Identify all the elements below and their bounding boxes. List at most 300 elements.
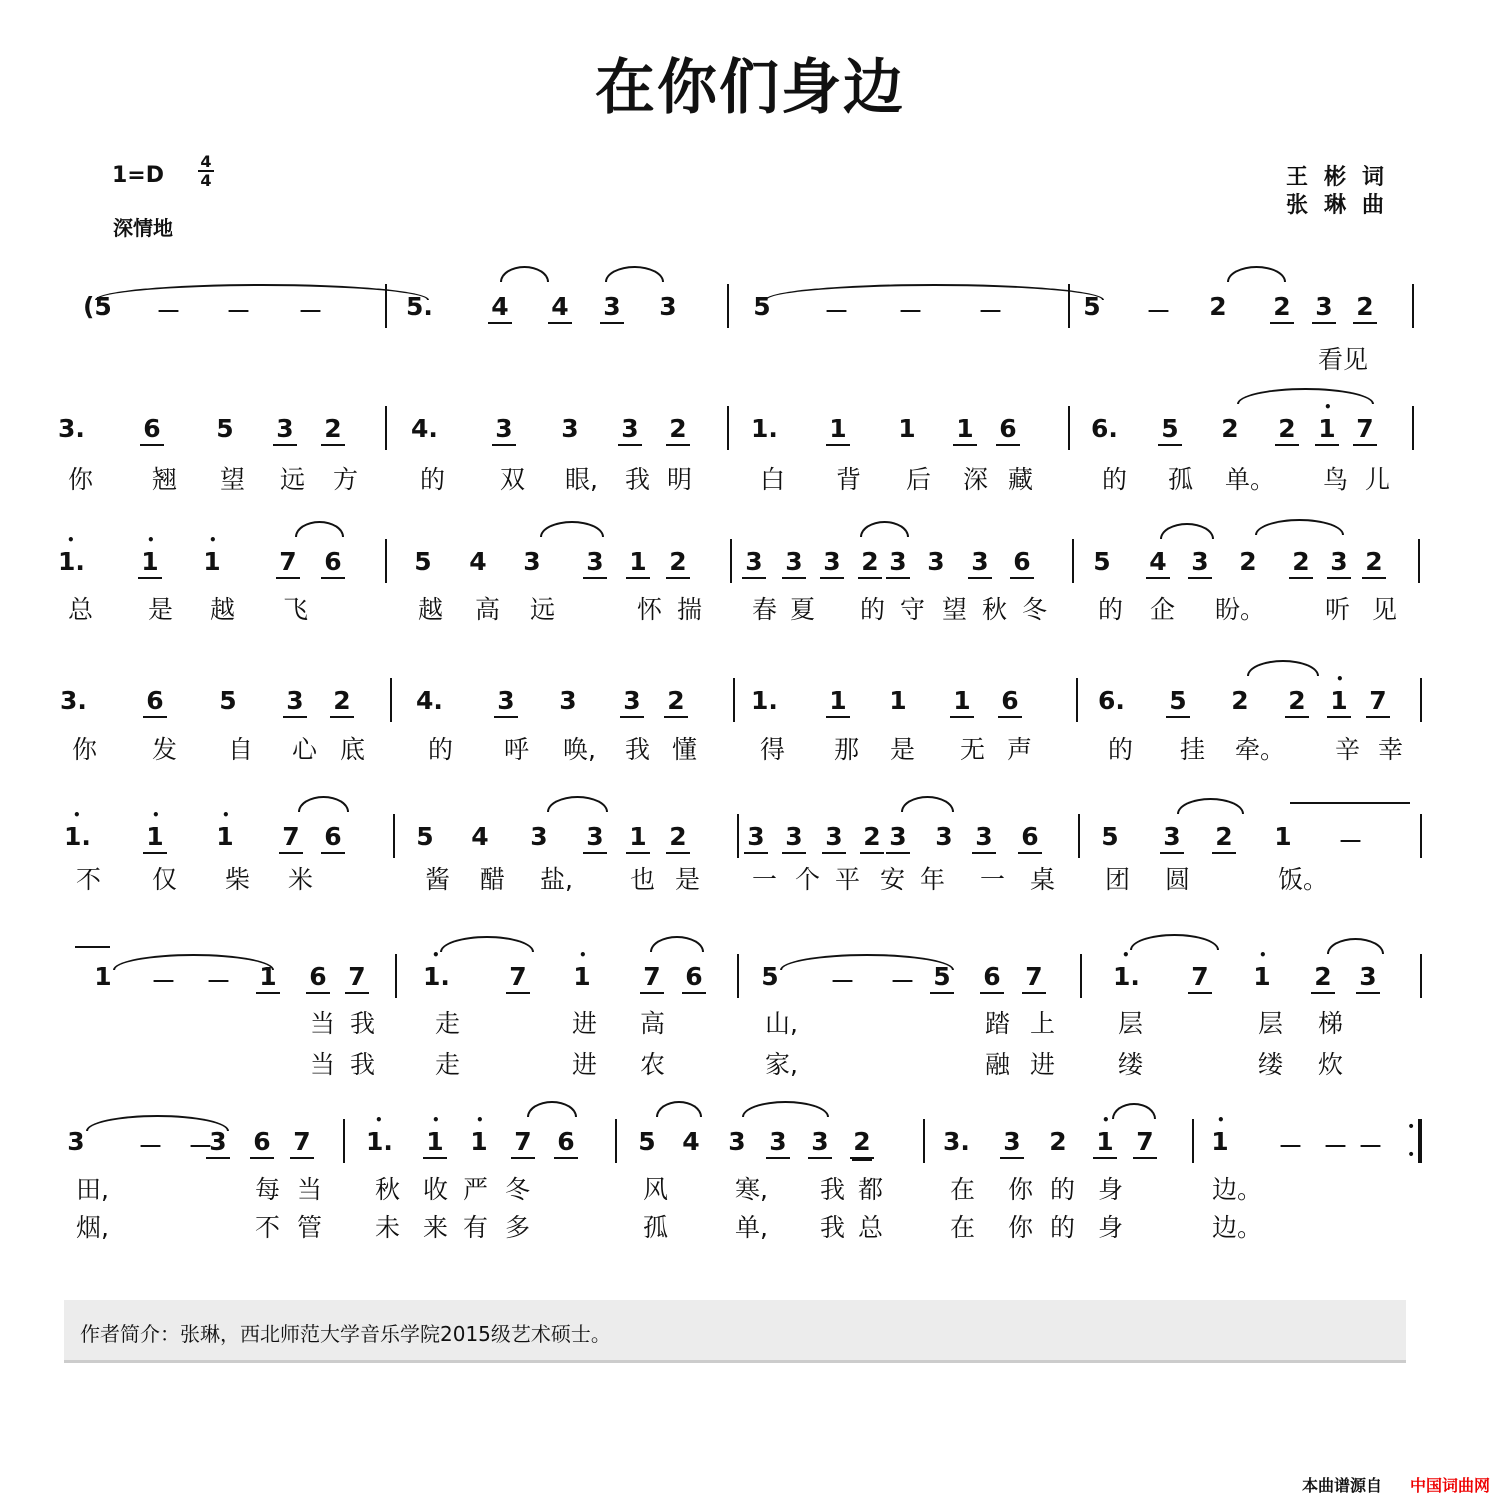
lyric: 盐, [540, 865, 573, 894]
lyric: 高 [475, 595, 501, 624]
slur-mark [1327, 938, 1384, 954]
slur-mark [295, 521, 344, 537]
tie-mark [1290, 802, 1410, 804]
lyric: 收 [423, 1175, 449, 1204]
lyric: 圆 [1165, 865, 1191, 894]
lyric: 我 [625, 465, 651, 494]
note: 3 [659, 292, 677, 321]
lyric: 发 [152, 735, 178, 764]
barline [1072, 539, 1074, 583]
note: 4 [682, 1127, 700, 1156]
barline [1068, 406, 1070, 450]
repeat-dots: • • [1407, 1119, 1416, 1163]
lyric: 当 [310, 1009, 336, 1038]
lyric: 无 [960, 735, 986, 764]
source-prefix: 本曲谱源自 [1301, 1476, 1382, 1495]
note: 1 • [143, 822, 167, 854]
lyric-verse-2: 未 [375, 1213, 401, 1242]
lyric: 幸 [1378, 735, 1404, 764]
lyric: 远 [280, 465, 306, 494]
key-signature: 1=D [112, 163, 165, 188]
lyric: 方 [333, 465, 359, 494]
note: 2 [1285, 686, 1309, 718]
note: － [978, 297, 1004, 326]
lyric: 企 [1150, 595, 1176, 624]
note: 5 [219, 686, 237, 715]
slur-mark [440, 936, 534, 952]
note: 5 [414, 547, 432, 576]
note: 1 • [138, 547, 162, 579]
note: 1 • [1327, 686, 1351, 718]
note: 2 [1289, 547, 1313, 579]
note: 1 • [423, 1127, 447, 1159]
slur-mark [1247, 660, 1319, 676]
note: － [830, 967, 856, 996]
lyric: 守 [900, 595, 926, 624]
slur-mark [605, 266, 664, 282]
note: 5 [638, 1127, 656, 1156]
lyric: 我 [625, 735, 651, 764]
lyric: 孤 [1168, 465, 1194, 494]
note: 3 [583, 547, 607, 579]
lyric: 声 [1007, 735, 1033, 764]
lyric: 一 [752, 865, 778, 894]
lyric: 单。 [1225, 465, 1276, 494]
note: 6 [554, 1127, 578, 1159]
note: 3 [530, 822, 548, 851]
note: － [1323, 1132, 1349, 1161]
note: 3 [972, 822, 996, 854]
note: 3 [67, 1127, 85, 1156]
song-title: 在你们身边 [595, 53, 905, 123]
note: 7 [1188, 962, 1212, 994]
note: 3 [1160, 822, 1184, 854]
note: － [1358, 1132, 1384, 1161]
slur-mark [1160, 523, 1214, 539]
author-bio: 作者简介：张琳，西北师范大学音乐学院2015级艺术硕士。 [80, 1322, 611, 1346]
barline [390, 678, 392, 722]
note: 3 [620, 686, 644, 718]
lyric: 盼。 [1215, 595, 1266, 624]
high-octave-dot: • [1102, 1113, 1110, 1127]
note: 3 [1327, 547, 1351, 579]
lyric: 秋 [982, 595, 1008, 624]
lyric: 揣 [677, 595, 703, 624]
barline [1192, 1119, 1194, 1163]
author-bio-box [64, 1300, 1406, 1363]
slur-mark [1227, 266, 1286, 282]
high-octave-dot: • [1259, 948, 1267, 962]
lyric: 山, [765, 1009, 798, 1038]
high-octave-dot: • [1217, 1113, 1225, 1127]
note: 2 [1311, 962, 1335, 994]
high-octave-dot: • [209, 533, 217, 547]
note: 5 [1093, 547, 1111, 576]
note: 1. • [423, 948, 450, 991]
lyric: 翘 [152, 465, 178, 494]
note: 1 [256, 962, 280, 994]
lyric-verse-2: 炊 [1318, 1050, 1344, 1079]
note: 2 [664, 686, 688, 718]
lyric: 明 [667, 465, 693, 494]
note: 2 [1209, 292, 1227, 321]
note: 2 [858, 547, 882, 579]
lyric: 冬 [1022, 595, 1048, 624]
barline [1080, 954, 1082, 998]
note: 6 [1010, 547, 1034, 579]
note: － [226, 297, 252, 326]
note: 6 [250, 1127, 274, 1159]
lyric: 冬 [505, 1175, 531, 1204]
barline [1420, 954, 1422, 998]
lyric: 边。 [1212, 1175, 1263, 1204]
high-octave-dot: • [1122, 948, 1130, 962]
lyric: 白 [760, 465, 786, 494]
note: 2 [1239, 547, 1257, 576]
lyric: 层 [1258, 1009, 1284, 1038]
note: 2 [666, 547, 690, 579]
lyric: 团 [1105, 865, 1131, 894]
note: 5 [1166, 686, 1190, 718]
note: 6. [1098, 686, 1125, 715]
lyric-verse-2: 不 [255, 1213, 281, 1242]
lyric: 藏 [1008, 465, 1034, 494]
note: 3. [943, 1127, 970, 1156]
slur-mark [1130, 934, 1219, 950]
lyric: 越 [210, 595, 236, 624]
barline [393, 814, 395, 858]
slur-mark [650, 936, 704, 952]
note: － [138, 1132, 164, 1161]
note: 2 [1049, 1127, 1067, 1156]
note: 1 [953, 414, 977, 446]
note: 1 [898, 414, 916, 443]
note: 3 [1312, 292, 1336, 324]
lyric: 你 [1008, 1175, 1034, 1204]
lyric-verse-2: 单, [735, 1213, 768, 1242]
lyric: 桌 [1030, 865, 1056, 894]
barline [1412, 406, 1414, 450]
barline [733, 678, 735, 722]
note: 3 [935, 822, 953, 851]
lyric: 怀 [637, 595, 663, 624]
note: － [298, 297, 324, 326]
note: 3 [618, 414, 642, 446]
lyric: 都 [858, 1175, 884, 1204]
note: 5 [416, 822, 434, 851]
barline [923, 1119, 925, 1163]
lyric: 自 [228, 735, 254, 764]
lyric-verse-2: 管 [297, 1213, 323, 1242]
lyric: 挂 [1180, 735, 1206, 764]
lyric: 的 [420, 465, 446, 494]
lyric: 总 [68, 595, 94, 624]
lyric: 那 [834, 735, 860, 764]
note: 3 [523, 547, 541, 576]
lyric: 牵。 [1235, 735, 1286, 764]
note: 1 • [203, 533, 221, 576]
lyric: 我 [820, 1175, 846, 1204]
slur-mark [780, 954, 954, 970]
high-octave-dot: • [375, 1113, 383, 1127]
lyric-verse-2: 走 [435, 1050, 461, 1079]
high-octave-dot: • [1324, 400, 1332, 414]
high-octave-dot: • [1336, 672, 1344, 686]
note: 5 [1083, 292, 1101, 321]
lyric-verse-2: 缕 [1258, 1050, 1284, 1079]
lyric: 辛 [1335, 735, 1361, 764]
lyric: 你 [68, 465, 94, 494]
note: 1. • [58, 533, 85, 576]
barline [727, 284, 729, 328]
note: 3 [583, 822, 607, 854]
barline [737, 814, 739, 858]
lyric: 寒, [735, 1175, 768, 1204]
note: (5 [83, 292, 112, 321]
note: 6 [682, 962, 706, 994]
lyric: 春 [752, 595, 778, 624]
note: 7 [279, 822, 303, 854]
lyric: 也 [630, 865, 656, 894]
slur-mark [95, 284, 429, 300]
note: 6 [321, 547, 345, 579]
note: 1 [826, 414, 850, 446]
note: － [188, 1132, 214, 1161]
lyric: 的 [428, 735, 454, 764]
note: 1. [751, 686, 778, 715]
lyric: 深 [963, 465, 989, 494]
note: 2 [1270, 292, 1294, 324]
note: 6 [143, 686, 167, 718]
lyric: 我 [350, 1009, 376, 1038]
slur-mark [540, 521, 604, 537]
lyric: 得 [760, 735, 786, 764]
note: 3 [206, 1127, 230, 1159]
slur-mark [113, 954, 274, 970]
lyric: 进 [572, 1009, 598, 1038]
note: － [824, 297, 850, 326]
barline [1078, 814, 1080, 858]
note: 1 [889, 686, 907, 715]
note: － [1278, 1132, 1304, 1161]
lyric: 梯 [1318, 1009, 1344, 1038]
note: 4 [548, 292, 572, 324]
note: 3 [1356, 962, 1380, 994]
source-site: 中国词曲网 [1409, 1476, 1490, 1495]
lyric: 眼, [565, 465, 598, 494]
note: 1 • [573, 948, 591, 991]
note: 3 [600, 292, 624, 324]
lyric-verse-2: 多 [505, 1213, 531, 1242]
lyric: 上 [1030, 1009, 1056, 1038]
note: 3 [494, 686, 518, 718]
lyric-verse-2: 在 [950, 1213, 976, 1242]
lyric: 在 [950, 1175, 976, 1204]
lyric: 听 [1325, 595, 1351, 624]
lyric-verse-2: 身 [1098, 1213, 1124, 1242]
note: 1 [94, 962, 112, 991]
note: 7 [276, 547, 300, 579]
note: 7 [290, 1127, 314, 1159]
note: 1 • [1093, 1127, 1117, 1159]
note: 3 [742, 547, 766, 579]
lyric-verse-2: 我 [350, 1050, 376, 1079]
lyric: 是 [148, 595, 174, 624]
note: 1. • [64, 808, 91, 851]
barline [343, 1119, 345, 1163]
note: 6 [998, 686, 1022, 718]
note: 1 • [1315, 414, 1339, 446]
lyric: 望 [220, 465, 246, 494]
lyric: 夏 [790, 595, 816, 624]
lyric: 懂 [672, 735, 698, 764]
lyric: 心 [292, 735, 318, 764]
note: 4 [469, 547, 487, 576]
note: 3. [58, 414, 85, 443]
lyric-verse-2: 我 [820, 1213, 846, 1242]
lyric: 背 [836, 465, 862, 494]
note: 3 [808, 1127, 832, 1159]
lyric: 望 [942, 595, 968, 624]
lyric: 儿 [1365, 465, 1391, 494]
lyric: 见 [1372, 595, 1398, 624]
note: 5. [406, 292, 433, 321]
barline [395, 954, 397, 998]
slur-mark [86, 1115, 229, 1131]
note: － [156, 297, 182, 326]
lyric: 平 [835, 865, 861, 894]
lyric-verse-2: 你 [1008, 1213, 1034, 1242]
time-sig-top: 4 [200, 152, 212, 171]
note: － [1338, 827, 1364, 856]
lyric: 酱 [425, 865, 451, 894]
note: 1. [751, 414, 778, 443]
note: 3 [559, 686, 577, 715]
note: 2 [860, 822, 884, 854]
note: 1 • [470, 1113, 488, 1156]
note: 3 [728, 1127, 746, 1156]
slur-mark [765, 284, 1104, 300]
note: 3 [744, 822, 768, 854]
lyric: 秋 [375, 1175, 401, 1204]
lyric: 飞 [283, 595, 309, 624]
barline [385, 539, 387, 583]
lyric-verse-2: 缕 [1118, 1050, 1144, 1079]
note: － [206, 967, 232, 996]
lyric-verse-2: 烟, [76, 1213, 109, 1242]
note: 6 [140, 414, 164, 446]
lyric: 的 [1050, 1175, 1076, 1204]
note: 1 • [216, 808, 234, 851]
note: 7 [1353, 414, 1377, 446]
note: 3 [886, 547, 910, 579]
lyric: 看见 [1318, 345, 1369, 374]
barline [615, 1119, 617, 1163]
barline [1418, 1119, 1422, 1163]
slur-mark [656, 1101, 702, 1117]
note: 2 [1353, 292, 1377, 324]
note: 3 [492, 414, 516, 446]
lyric: 不 [76, 865, 102, 894]
note: 5 [1101, 822, 1119, 851]
high-octave-dot: • [579, 948, 587, 962]
note: － [1146, 297, 1172, 326]
note: 6 [321, 822, 345, 854]
note: 3 [1188, 547, 1212, 579]
note: 3 [782, 822, 806, 854]
score-row [0, 292, 1500, 352]
slur-mark [742, 1101, 829, 1117]
note: 6 [306, 962, 330, 994]
lyric-verse-2: 当 [310, 1050, 336, 1079]
lyric-verse-2: 的 [1050, 1213, 1076, 1242]
lyric: 高 [640, 1009, 666, 1038]
barline [1076, 678, 1078, 722]
slur-mark [1255, 519, 1344, 535]
lyric: 严 [463, 1175, 489, 1204]
note: 2 [666, 414, 690, 446]
lyric: 的 [860, 595, 886, 624]
lyricist-credit: 王彬词 [1286, 165, 1401, 190]
lyric: 一 [980, 865, 1006, 894]
note: 7 [1133, 1127, 1157, 1159]
barline [727, 406, 729, 450]
lyric: 仅 [152, 865, 178, 894]
lyric: 是 [675, 865, 701, 894]
note: 4. [416, 686, 443, 715]
barline [1420, 678, 1422, 722]
barline [1420, 814, 1422, 858]
note: 4 [488, 292, 512, 324]
barline [737, 954, 739, 998]
slur-mark [1177, 798, 1244, 814]
slur-mark [1112, 1103, 1156, 1119]
note: 1 [626, 822, 650, 854]
lyric-verse-2: 家, [765, 1050, 798, 1079]
note: 3 [968, 547, 992, 579]
lyric: 双 [500, 465, 526, 494]
lyric: 底 [340, 735, 366, 764]
note: 4 [471, 822, 489, 851]
lyric: 是 [890, 735, 916, 764]
slur-mark [298, 796, 349, 812]
note: 3 [886, 822, 910, 854]
note: 3 [820, 547, 844, 579]
high-octave-dot: • [147, 533, 155, 547]
lyric: 唤, [563, 735, 596, 764]
note: 1. • [366, 1113, 393, 1156]
note: 4. [411, 414, 438, 443]
lyric: 走 [435, 1009, 461, 1038]
note: 5 [753, 292, 771, 321]
lyric-verse-2: 来 [423, 1213, 449, 1242]
note: 7 [640, 962, 664, 994]
note: 7 [1022, 962, 1046, 994]
note: 5 [216, 414, 234, 443]
high-octave-dot: • [432, 1113, 440, 1127]
lyric: 身 [1098, 1175, 1124, 1204]
lyric: 年 [920, 865, 946, 894]
lyric-verse-2: 进 [1030, 1050, 1056, 1079]
note: 3. [60, 686, 87, 715]
lyric-verse-2: 农 [640, 1050, 666, 1079]
note: 4 [1146, 547, 1170, 579]
lyric: 米 [288, 865, 314, 894]
note: － [151, 967, 177, 996]
note: 7 [506, 962, 530, 994]
note: 5 [930, 962, 954, 994]
note: 2 [1275, 414, 1299, 446]
